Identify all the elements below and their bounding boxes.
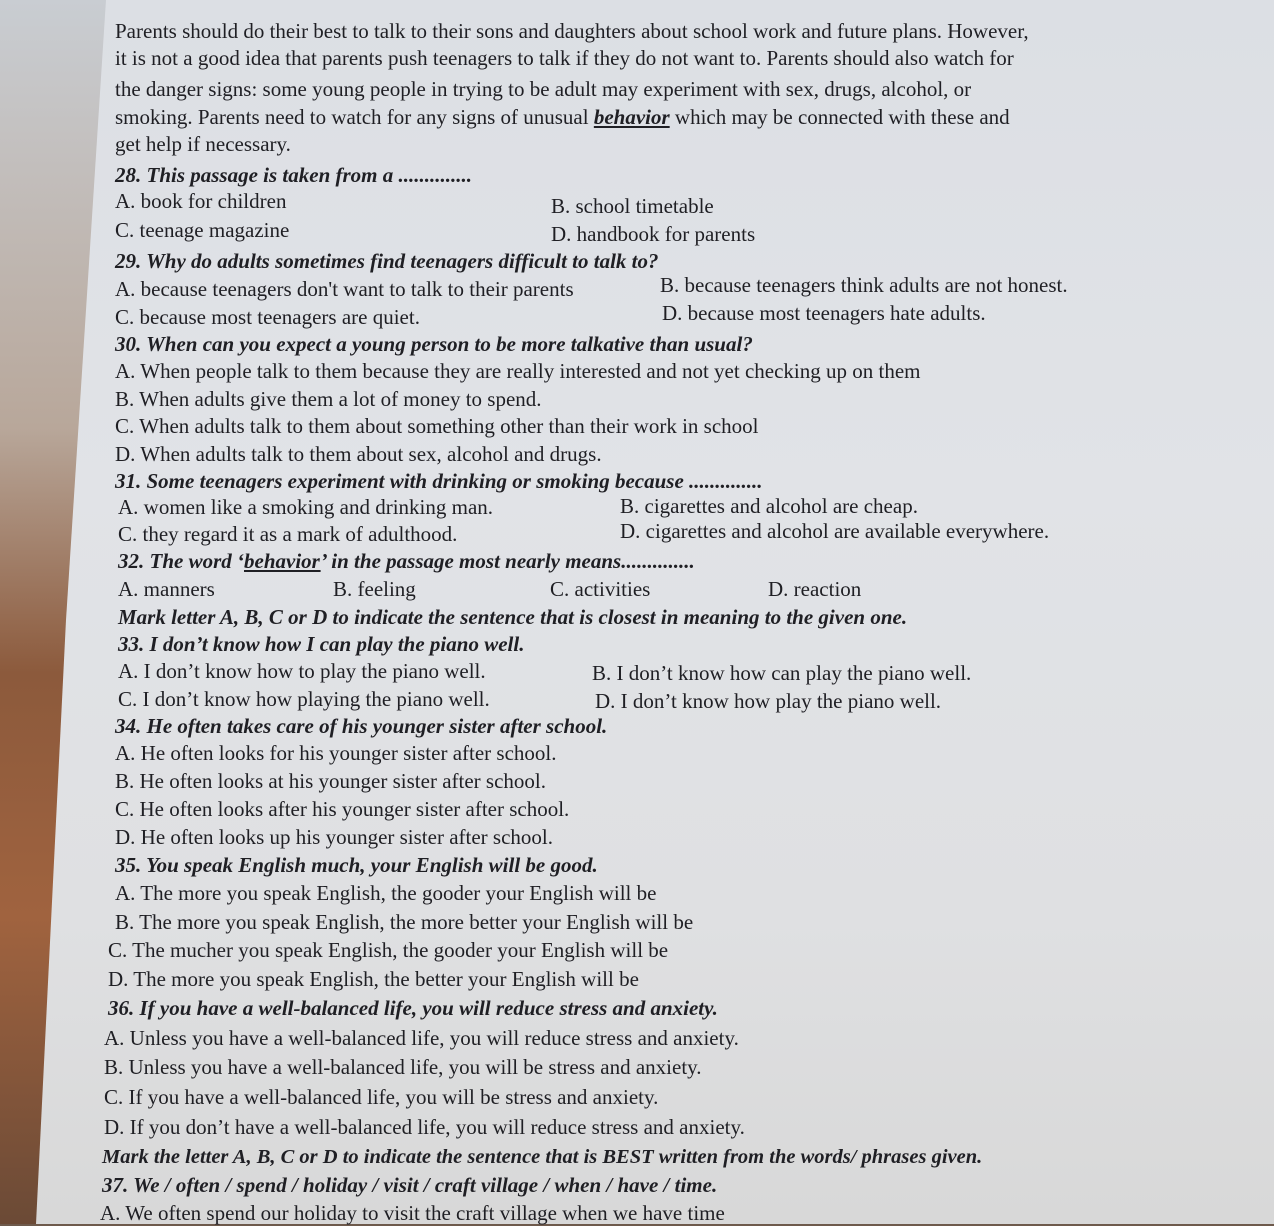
question-28-option-a: A. book for children <box>115 189 287 213</box>
question-31-option-a: A. women like a smoking and drinking man. <box>118 495 494 519</box>
question-36-option-b: B. Unless you have a well-balanced life, you will be stress and anxiety. <box>104 1055 702 1079</box>
question-31-option-d: D. cigarettes and alcohol are available everywhere. <box>620 519 1050 543</box>
passage-line-4 <box>115 104 1010 130</box>
passage-line-4-pre: smoking. Parents need to watch for any signs of unusual <box>115 105 594 129</box>
question-34-stem: 34. He often takes care of his younger sister after school. <box>115 714 608 738</box>
question-29-option-d: D. because most teenagers hate adults. <box>662 301 986 325</box>
question-36-option-c: C. If you have a well-balanced life, you will be stress and anxiety. <box>104 1085 659 1109</box>
question-35-option-d: D. The more you speak English, the better your English will be <box>108 967 639 991</box>
question-36-stem: 36. If you have a well-balanced life, you will reduce stress and anxiety. <box>108 996 718 1020</box>
question-32-option-a: A. manners <box>118 577 215 601</box>
question-29-option-a: A. because teenagers don't want to talk to their parents <box>115 277 574 301</box>
question-33-option-d: D. I don’t know how play the piano well. <box>595 689 942 713</box>
question-35-option-c: C. The mucher you speak English, the gooder your English will be <box>108 938 669 962</box>
question-28-option-b: B. school timetable <box>551 194 714 218</box>
instruction-closest-meaning: Mark letter A, B, C or D to indicate the sentence that is closest in meaning to the given one. <box>118 605 908 629</box>
question-28-option-c: C. teenage magazine <box>115 218 290 242</box>
question-36-option-a: A. Unless you have a well-balanced life, you will reduce stress and anxiety. <box>104 1026 739 1050</box>
question-30-stem: 30. When can you expect a young person to be more talkative than usual? <box>115 332 753 356</box>
question-32-underlined-word: behavior <box>244 549 321 573</box>
question-33-option-a: A. I don’t know how to play the piano well. <box>118 659 486 683</box>
question-33-stem: 33. I don’t know how I can play the piano well. <box>118 632 525 656</box>
passage-line-4-post: which may be connected with these and <box>669 105 1010 129</box>
question-37-stem: 37. We / often / spend / holiday / visit / craft village / when / have / time. <box>102 1173 718 1197</box>
instruction-best-written: Mark the letter A, B, C or D to indicate the sentence that is BEST written from the words/ phrases given. <box>102 1146 983 1168</box>
question-31-option-c: C. they regard it as a mark of adulthood. <box>118 522 458 546</box>
passage-line-3: the danger signs: some young people in trying to be adult may experiment with sex, drugs, alcohol, or <box>115 77 972 101</box>
question-32-option-c: C. activities <box>550 577 651 601</box>
question-32-stem <box>118 548 695 574</box>
question-35-stem: 35. You speak English much, your English will be good. <box>115 853 598 877</box>
question-36-option-d: D. If you don’t have a well-balanced life, you will reduce stress and anxiety. <box>104 1115 745 1139</box>
question-31-stem: 31. Some teenagers experiment with drinking or smoking because .............. <box>115 469 763 493</box>
question-30-option-a: A. When people talk to them because they are really interested and not yet checking up on them <box>115 359 921 383</box>
question-28-stem: 28. This passage is taken from a .............. <box>115 163 473 187</box>
question-34-option-c: C. He often looks after his younger sister after school. <box>115 797 570 821</box>
question-34-option-d: D. He often looks up his younger sister after school. <box>115 825 553 849</box>
question-32-option-b: B. feeling <box>333 577 416 601</box>
question-32-stem-post: ’ in the passage most nearly means.............. <box>320 549 695 573</box>
question-30-option-c: C. When adults talk to them about something other than their work in school <box>115 414 759 438</box>
passage-line-2: it is not a good idea that parents push teenagers to talk if they do not want to. Parents should also watch for <box>115 46 1014 70</box>
question-30-option-b: B. When adults give them a lot of money to spend. <box>115 387 542 411</box>
question-35-option-b: B. The more you speak English, the more better your English will be <box>115 910 694 934</box>
question-29-stem: 29. Why do adults sometimes find teenagers difficult to talk to? <box>115 249 659 273</box>
question-29-option-c: C. because most teenagers are quiet. <box>115 305 420 329</box>
question-31-option-b: B. cigarettes and alcohol are cheap. <box>620 494 918 518</box>
question-33-option-c: C. I don’t know how playing the piano well. <box>118 687 490 711</box>
underlined-word-behavior: behavior <box>593 105 670 129</box>
question-34-option-b: B. He often looks at his younger sister after school. <box>115 769 546 793</box>
question-28-option-d: D. handbook for parents <box>551 222 756 246</box>
question-35-option-a: A. The more you speak English, the gooder your English will be <box>115 881 657 905</box>
question-29-option-b: B. because teenagers think adults are not honest. <box>660 273 1068 297</box>
passage-line-5: get help if necessary. <box>115 132 291 156</box>
passage-line-1: Parents should do their best to talk to their sons and daughters about school work and future plans. However, <box>115 19 1029 43</box>
question-30-option-d: D. When adults talk to them about sex, alcohol and drugs. <box>115 442 602 466</box>
question-37-option-a: A. We often spend our holiday to visit the craft village when we have time <box>100 1201 725 1225</box>
question-33-option-b: B. I don’t know how can play the piano well. <box>592 661 972 685</box>
question-34-option-a: A. He often looks for his younger sister after school. <box>115 741 557 765</box>
question-32-option-d: D. reaction <box>768 577 862 601</box>
question-32-stem-pre: 32. The word ‘ <box>118 549 244 573</box>
